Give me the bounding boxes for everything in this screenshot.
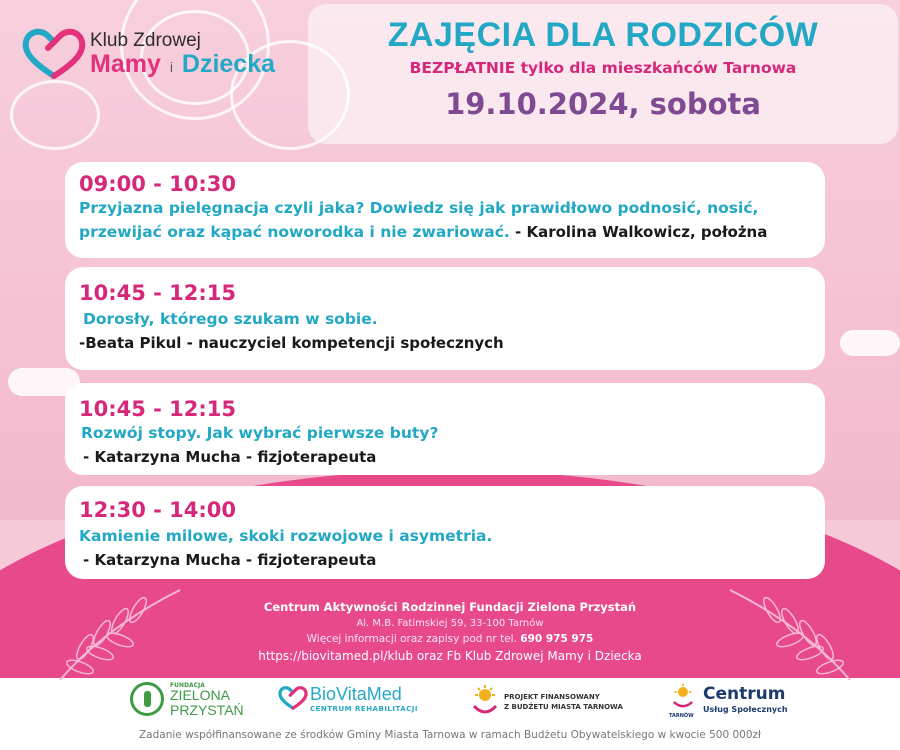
session-time: 12:30 - 14:00 bbox=[79, 498, 237, 522]
centrum-subtitle: Usług Społecznych bbox=[703, 705, 788, 714]
session-card bbox=[65, 267, 825, 370]
zielona-przystan-logo bbox=[130, 680, 250, 728]
session-topic: Dorosły, którego szukam w sobie. bbox=[83, 310, 378, 328]
zielona-small-text: FUNDACJA bbox=[170, 682, 205, 689]
session-topic: Kamienie milowe, skoki rozwojowe i asymetria. bbox=[79, 527, 493, 545]
leaf-decoration-left bbox=[40, 585, 190, 680]
budget-line1: PROJEKT FINANSOWANY bbox=[504, 693, 600, 701]
partner-logos bbox=[0, 680, 900, 730]
phone-number[interactable]: 690 975 975 bbox=[520, 633, 594, 645]
contact-info bbox=[200, 600, 700, 663]
club-logo bbox=[22, 24, 312, 84]
biovitamed-name: BioVitaMed bbox=[310, 684, 402, 704]
website-link[interactable]: https://biovitamed.pl/klub oraz Fb Klub Zdrowej Mamy i Dziecka bbox=[258, 649, 642, 663]
logo-text-i: i bbox=[169, 59, 173, 75]
heart-logo-icon bbox=[22, 28, 86, 80]
centrum-uslug-logo bbox=[665, 680, 805, 728]
budget-line2: Z BUDŻETU MIASTA TARNOWA bbox=[504, 703, 623, 711]
session-speaker: - Katarzyna Mucha - fizjoterapeuta bbox=[83, 448, 377, 466]
funding-note: Zadanie współfinansowane ze środków Gminy Miasta Tarnowa w ramach Budżetu Obywatelskiego w kwocie 500 000zł bbox=[138, 729, 762, 741]
session-card bbox=[65, 383, 825, 475]
decorative-swirl bbox=[10, 80, 100, 150]
session-card bbox=[65, 162, 825, 258]
logo-text-mamy-dziecka bbox=[90, 50, 275, 79]
session-speaker: - Katarzyna Mucha - fizjoterapeuta bbox=[83, 551, 377, 569]
biovitamed-logo bbox=[278, 680, 428, 728]
page-title: ZAJĘCIA DLA RODZICÓW bbox=[387, 16, 819, 54]
tree-icon bbox=[130, 682, 164, 716]
sun-crest-icon bbox=[470, 684, 500, 720]
zielona-line1: ZIELONA bbox=[170, 687, 230, 703]
biovitamed-sub: CENTRUM REHABILITACJI bbox=[310, 705, 418, 713]
zielona-line2: PRZYSTAŃ bbox=[170, 702, 244, 718]
page-subtitle: BEZPŁATNIE tylko dla mieszkańców Tarnowa bbox=[409, 59, 797, 77]
budget-project-text bbox=[504, 692, 623, 712]
session-time: 10:45 - 12:15 bbox=[79, 281, 237, 305]
address: Al. M.B. Fatimskiej 59, 33-100 Tarnów bbox=[356, 618, 544, 629]
session-topic-text: Przyjazna pielęgnacja czyli jaka? Dowiedz się jak prawidłowo podnosić, nosić, przewijać oraz kąpać noworodka i nie zwariować. bbox=[79, 199, 759, 241]
session-topic bbox=[79, 196, 811, 244]
session-card bbox=[65, 486, 825, 579]
logo-text-klub: Klub Zdrowej bbox=[90, 30, 201, 51]
contact-phone-line bbox=[200, 633, 700, 645]
session-time: 09:00 - 10:30 bbox=[79, 172, 237, 196]
logo-text-dziecka: Dziecka bbox=[181, 50, 276, 78]
heart-icon bbox=[278, 686, 308, 710]
sun-crest-icon bbox=[669, 682, 697, 712]
contact-prefix: Więcej informacji oraz zapisy pod nr tel. bbox=[306, 633, 517, 645]
header-box bbox=[308, 4, 898, 144]
centrum-city: TARNÓW bbox=[669, 713, 694, 719]
budget-project-logo bbox=[470, 680, 640, 728]
session-time: 10:45 - 12:15 bbox=[79, 397, 237, 421]
cloud-decoration bbox=[840, 330, 900, 356]
centrum-title: Centrum bbox=[703, 684, 786, 704]
session-speaker: - Karolina Walkowicz, położna bbox=[509, 223, 768, 241]
organization-name: Centrum Aktywności Rodzinnej Fundacji Zielona Przystań bbox=[263, 600, 637, 614]
leaf-decoration-right bbox=[720, 585, 870, 680]
session-topic: Rozwój stopy. Jak wybrać pierwsze buty? bbox=[81, 424, 439, 442]
event-date: 19.10.2024, sobota bbox=[445, 87, 761, 121]
session-speaker: -Beata Pikul - nauczyciel kompetencji społecznych bbox=[79, 334, 504, 352]
logo-text-mamy: Mamy bbox=[90, 50, 161, 78]
